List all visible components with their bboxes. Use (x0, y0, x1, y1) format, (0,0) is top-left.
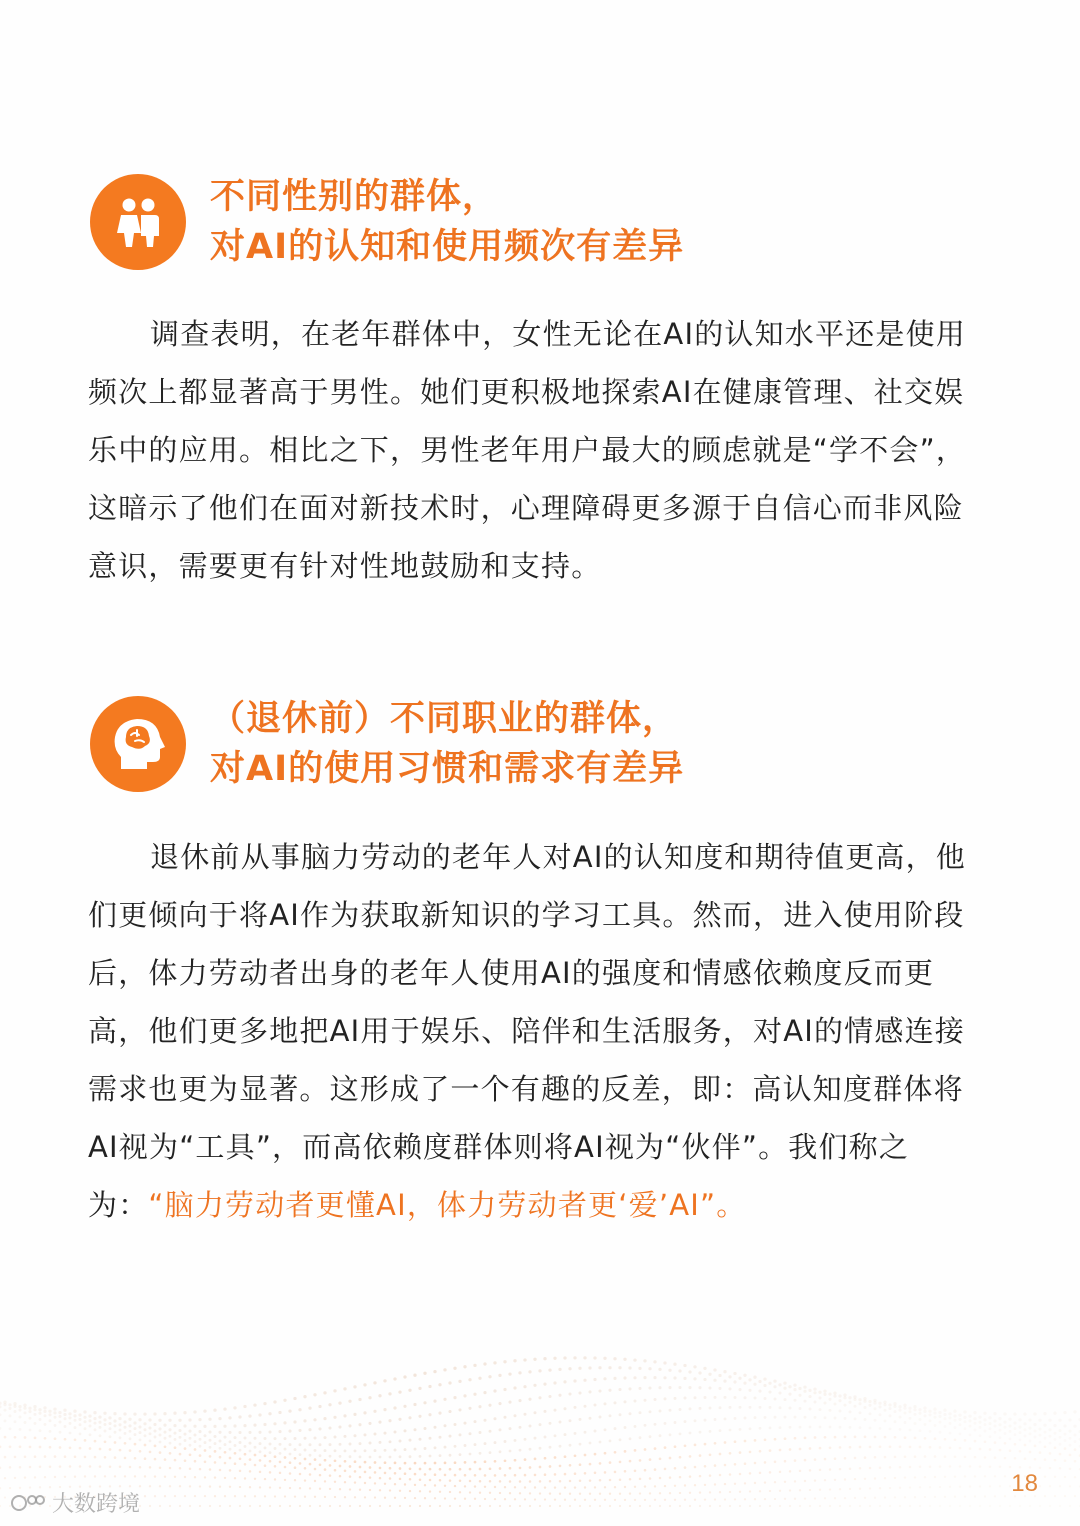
section-2-title (210, 694, 684, 794)
section-2-title-line-1: （退休前）不同职业的群体， (210, 699, 679, 739)
section-2-highlight-quote: “脑力劳动者更懂AI，体力劳动者更‘爱’AI”。 (148, 1188, 747, 1222)
watermark-text: 大数跨境 (52, 1492, 141, 1517)
section-2-paragraph (88, 828, 992, 1234)
section-1-paragraph: 调查表明，在老年群体中，女性无论在AI的认知水平还是使用频次上都显著高于男性。她们更积极地探索AI在健康管理、社交娱乐中的应用。相比之下，男性老年用户最大的顾虑就是“学不会”，这暗示了他们在面对新技术时，心理障碍更多源于自信心而非风险意识，需要更有针对性地鼓励和支持。 (88, 317, 967, 583)
section-2-title-line-2: 对AI的使用习惯和需求有差异 (210, 749, 685, 789)
watermark-logo-icon (10, 1492, 46, 1514)
section-1-title-line-2: 对AI的认知和使用频次有差异 (210, 227, 685, 267)
section-1-title (210, 172, 684, 272)
page-number: 18 (1011, 1470, 1038, 1497)
brain-head-icon (90, 696, 186, 792)
section-1-title-line-1: 不同性别的群体， (210, 177, 499, 217)
watermark (10, 1487, 140, 1518)
section-2-paragraph-main: 退休前从事脑力劳动的老年人对AI的认知度和期待值更高，他们更倾向于将AI作为获取新知识的学习工具。然而，进入使用阶段后，体力劳动者出身的老年人使用AI的强度和情感依赖度反而更高，他们更多地把AI用于娱乐、陪伴和生活服务，对AI的情感连接需求也更为显著。这形成了一个有趣的反差，即：高认知度群体将AI视为“工具”，而高依赖度群体则将AI视为“伙伴”。我们称之为： (88, 840, 966, 1222)
dotted-wave-decoration (0, 1356, 1080, 1526)
section-2-header (90, 694, 684, 794)
section-1-header (90, 172, 684, 272)
people-icon (90, 174, 186, 270)
